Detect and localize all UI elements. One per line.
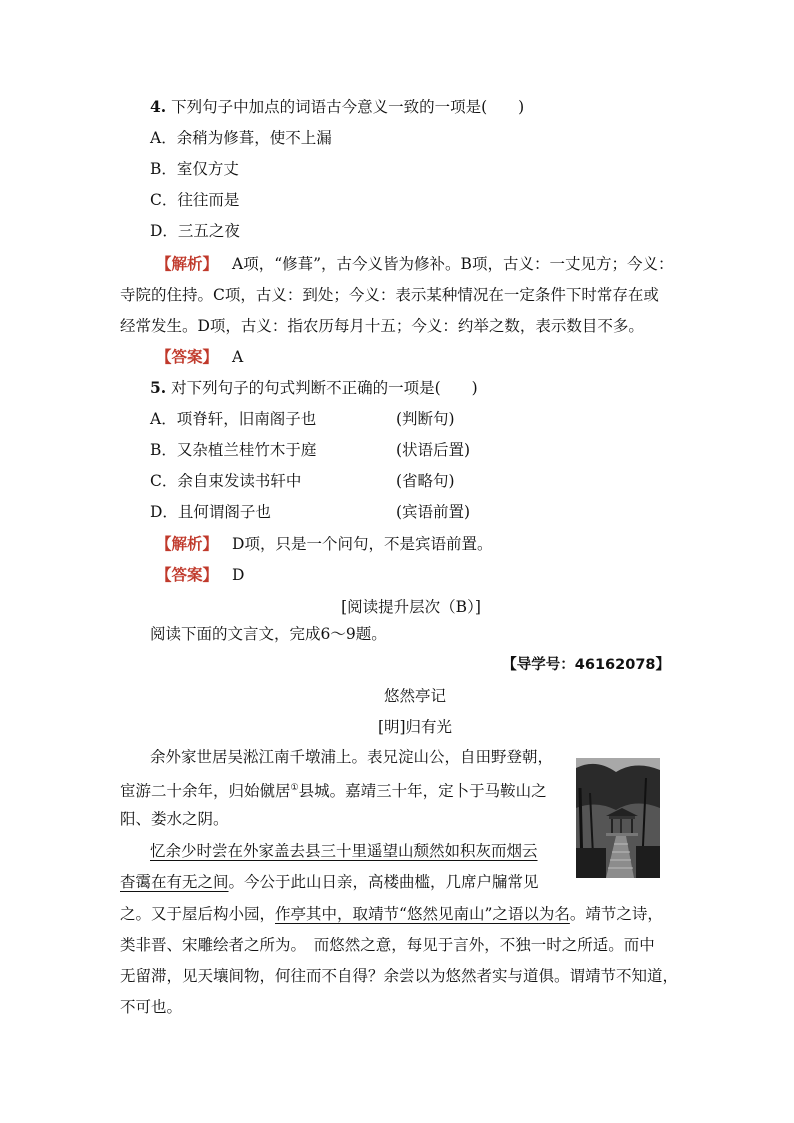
q5-number: 5. (150, 378, 167, 397)
passage-p1-line2 (120, 777, 547, 802)
footnote-marker: ① (290, 783, 299, 793)
passage-p2-line3 (120, 903, 663, 925)
guide-number: 【导学号：46162078】 (502, 657, 670, 673)
q4-option-c: C．往往而是 (150, 191, 240, 209)
q4-analysis-line1 (156, 253, 673, 275)
q5-option-d: D．且何谓阁子也 (150, 503, 271, 521)
q4-answer-tag: 【答案】 (156, 348, 219, 366)
passage-p2-line2-rest: 。今公于此山日亲，高楼曲槛，几席户牖常见 (228, 873, 539, 891)
q4-option-d: D．三五之夜 (150, 222, 240, 240)
q5-analysis (156, 533, 492, 555)
q5-option-a: A．项脊轩，旧南阁子也 (150, 410, 317, 428)
q5-option-b-type: (状语后置) (396, 441, 471, 459)
section-instruction: 阅读下面的文言文，完成6～9题。 (150, 625, 387, 643)
q5-option-d-type: (宾语前置) (396, 503, 471, 521)
passage-p1-line1: 余外家世居吴淞江南千墩浦上。表兄淀山公，自田野登朝， (150, 748, 554, 766)
passage-p2-line3a: 之。又于屋后构小园， (120, 905, 276, 923)
pavilion-photo (576, 758, 660, 878)
passage-p2-line3c: 。靖节之诗， (569, 905, 663, 923)
q5-analysis-tag: 【解析】 (156, 535, 219, 553)
q4-analysis-line2: 寺院的住持。C项，古义：到处；今义：表示某种情况在一定条件下时常存在或 (120, 286, 659, 304)
q5-analysis-text: D项，只是一个问句，不是宾语前置。 (232, 535, 493, 553)
q4-stem-text: 下列句子中加点的词语古今意义一致的一项是( ) (171, 98, 525, 116)
passage-p2-line2 (120, 871, 539, 893)
q4-option-a: A．余稍为修葺，使不上漏 (150, 129, 332, 147)
q4-stem (150, 96, 524, 118)
passage-p2-line5: 无留滞，见天壤间物，何往而不自得？余尝以为悠然者实与道俱。谓靖节不知道， (120, 967, 679, 985)
q5-option-a-type: (判断句) (396, 410, 455, 428)
q5-answer-tag: 【答案】 (156, 566, 219, 584)
passage-p1-line2a: 宦游二十余年，归始僦居 (120, 782, 291, 801)
passage-p1-line2b: 县城。嘉靖三十年，定卜于马鞍山之 (298, 782, 547, 801)
passage-p2-line3-underlined: 作亭其中，取靖节“悠然见南山”之语以为名 (275, 905, 570, 923)
passage-author: [明]归有光 (377, 718, 453, 736)
q5-stem (150, 377, 478, 399)
q4-analysis-text1: A项，“修葺”，古今义皆为修补。B项，古义：一丈见方；今义： (232, 255, 674, 273)
passage-p1-line3: 阳、娄水之阴。 (120, 810, 229, 828)
q4-analysis-line3: 经常发生。D项，古义：指农历每月十五；今义：约举之数，表示数目不多。 (120, 317, 644, 335)
q5-option-c: C．余自束发读书轩中 (150, 472, 302, 490)
q4-answer-value: A (232, 348, 244, 366)
q5-option-c-type: (省略句) (396, 472, 455, 490)
section-title: [阅读提升层次（B）] (341, 598, 481, 616)
passage-p2-line4: 类非晋、宋雕绘者之所为。 而悠然之意，每见于言外，不独一时之所适。而中 (120, 936, 655, 954)
q5-option-b: B．又杂植兰桂竹木于庭 (150, 441, 317, 459)
q5-answer (156, 564, 244, 586)
q4-number: 4. (150, 97, 167, 116)
q4-option-b: B．室仅方丈 (150, 160, 239, 178)
q4-answer (156, 346, 243, 368)
q5-stem-text: 对下列句子的句式判断不正确的一项是( ) (171, 379, 478, 397)
passage-p2-line6: 不可也。 (120, 998, 183, 1016)
pavilion-illustration (576, 758, 660, 878)
passage-title: 悠然亭记 (383, 687, 446, 705)
passage-p2-line2-underlined: 杳霭在有无之间 (120, 873, 229, 891)
q4-analysis-tag: 【解析】 (156, 255, 219, 273)
q5-answer-value: D (232, 566, 245, 584)
passage-p2-line1: 忆余少时尝在外家盖去县三十里遥望山颓然如积灰而烟云 (150, 842, 538, 860)
